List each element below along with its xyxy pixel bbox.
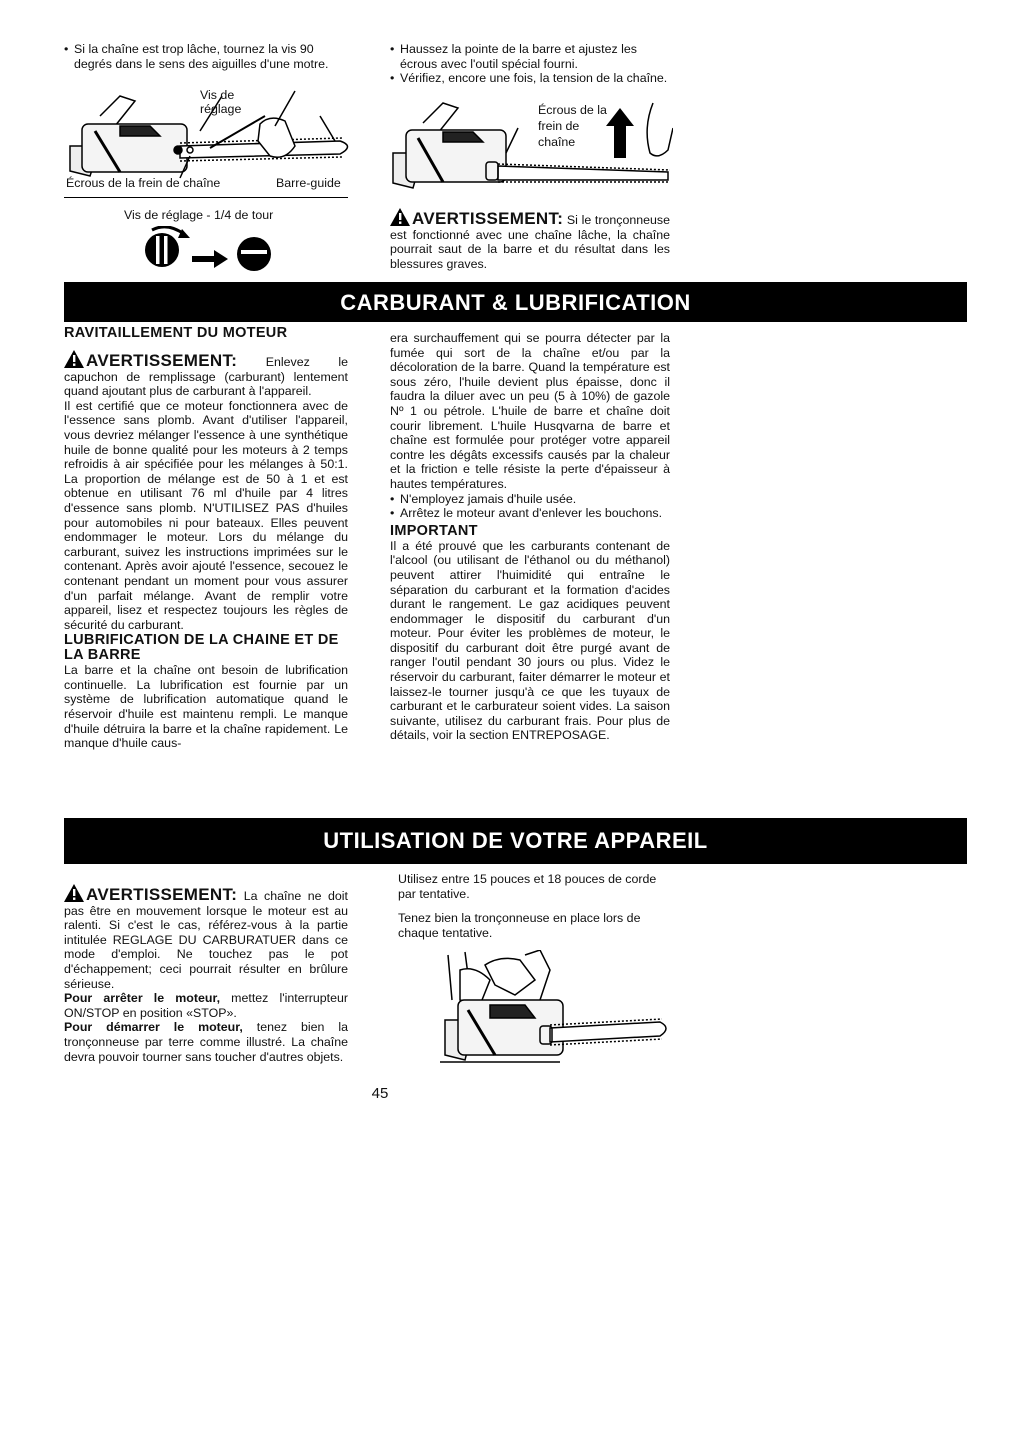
heading-ravitaillement: RAVITAILLEMENT DU MOTEUR (64, 325, 288, 341)
important-paragraph: Il a été prouvé que les carburants contenant de l'alcool (ou utilisant de l'éthanol ou du méthanol) peuvent attirer l'huimidité qui entraîne le séparation du carburant et la formation d'acides durant le rangement. Le gaz acidiques peuvent endommager le dispositif du carburant d'un moteur. Pour éviter les problèmes de moteur, le dispositif du carburant doit être purgé avant de ranger l'outil pendant 30 jours ou plus. Videz le réservoir du carburant, faiter démarrer le moteur et laissez-le tourner jusqu'à ce que les tuyaux de carburant et le carburateur soient vides. La saison suivante, utilisez du carburant frais. Pour plus de détails, voir la section ENTREPOSAGE. (390, 538, 670, 743)
list-item: • Vérifiez, encore une fois, la tension de la chaîne. (390, 71, 670, 86)
label-ecrous: Écrous de la frein de chaîne (66, 176, 221, 190)
quarter-turn-caption: Vis de réglage - 1/4 de tour (124, 208, 274, 222)
start-engine-text: tenez bien la tronçonneuse par terre comme illustré. La chaîne devra pouvoir tourner sans toucher d'autres objets. (64, 1020, 348, 1064)
stop-engine-text: mettez l'interrupteur ON/STOP en position «STOP». (64, 991, 348, 1020)
warning-label: AVERTISSEMENT: (86, 885, 238, 904)
screw-rotation-icon (142, 226, 292, 276)
label-vis-de-reglage: Vis de réglage (200, 88, 242, 116)
list-item: • Haussez la pointe de la barre et ajustez les écrous avec l'outil spécial fourni. (390, 42, 670, 71)
list-item: • N'employez jamais d'huile usée. (390, 492, 670, 507)
chainsaw-start-illustration (440, 950, 670, 1065)
rope-paragraph: Utilisez entre 15 pouces et 18 pouces de corde par tentative. (398, 872, 657, 901)
warning-text: La chaîne ne doit pas être en mouvement lorsque le moteur est au ralenti. Si c'est le cas, référez-vous à la partie intitulée REGLAGE DU CARBURATUER dans ce mode d'emploi. Ne touchez pas le pot d'échappement; ceci pourrait résulter en brûlure sérieuse. (64, 889, 348, 991)
heading-lubrification: LUBRIFICATION DE LA CHAINE ET DE LA BARRE (64, 632, 339, 664)
idle-warning (64, 884, 348, 991)
warning-label: AVERTISSEMENT: (86, 351, 238, 370)
chain-tension-warning (390, 208, 670, 271)
start-engine-label: Pour démarrer le moteur, (64, 1020, 243, 1035)
label-barre-guide: Barre-guide (276, 176, 341, 190)
top-right-instructions (390, 42, 670, 86)
lubrication-paragraph: La barre et la chaîne ont besoin de lubrification continuelle. La lubrification est fournie par un système de lubrification automatique quand le réservoir d'huile est maintenu rempli. Le manque d'huile détruira la barre et la chaîne rapidement. Le manque d'huile caus- (64, 663, 348, 751)
bar-raise-illustration (388, 98, 673, 194)
warning-text: Enlevez le capuchon de remplissage (carburant) lentement quand ajoutant plus de carburant à l'appareil. (64, 355, 348, 399)
warning-icon (390, 208, 410, 226)
list-item: • Si la chaîne est trop lâche, tournez la vis 90 degrés dans le sens des aiguilles d'une motre. (64, 42, 348, 71)
start-engine-paragraph (64, 1020, 348, 1064)
starting-illustration (440, 950, 670, 1065)
fuel-right-column (390, 331, 670, 743)
list-item: • Arrêtez le moteur avant d'enlever les bouchons. (390, 506, 670, 521)
hold-paragraph: Tenez bien la tronçonneuse en place lors de chaque tentative. (398, 911, 641, 940)
top-left-rule (64, 197, 348, 198)
fuel-mix-paragraph: Il est certifié que ce moteur fonctionnera avec de l'essence sans plomb. Avant d'utiliser l'appareil, vous devriez mélanger l'essence à une synthétique huile de bonne qualité pour les moteurs à 2 temps refroidis à air spécifiée pour les mélanges à 50:1. La proportion de mélange est de 50 à 1 et est obtenue en utilisant 76 ml d'huile par 4 litres d'essence sans plomb. N'UTILISEZ PAS d'huiles pour automobiles ni pour bateaux. Elles peuvent endommager le moteur. Lors du mélange du carburant, suivez les instructions imprimées sur le contenant. Après avoir ajouté l'essence, secouez le contenant pendant un moment pour vous assurer d'un parfait mélange. Avant de remplir votre appareil, lisez et respectez toujours les règles de sécurité du carburant. (64, 398, 348, 632)
top-left-instructions (64, 42, 348, 71)
lubrication-continued: era surchauffement qui se pourra détecter par la fumée qui sort de la chaîne et/ou par la décoloration de la barre. Quand la température est sous zéro, l'huile devient plus épaisse, donc il faudra la diluer avec un peu (5 à 10%) de gazole Nº 1 ou pétrole. L'huile de barre et chaîne doit courir librement. L'huile Husqvarna de barre et chaîne est formulée pour protéger votre appareil contre les dégâts excessifs causés par la chaleur et la friction e telle résiste la perte d'épaisseur à hautes températures. (390, 331, 670, 491)
warning-label: AVERTISSEMENT: (412, 209, 564, 228)
warning-icon (64, 350, 84, 368)
chain-adjust-illustration (60, 86, 360, 198)
fuel-warning (64, 350, 348, 399)
warning-text: Si le tronçonneuse est fonctionné avec une chaîne lâche, la chaîne pourrait saut de la barre et du résultat dans les blessures graves. (390, 213, 670, 271)
heading-important: IMPORTANT (390, 522, 478, 539)
page-number: 45 (371, 1085, 389, 1102)
fuel-left-column (64, 326, 348, 751)
use-right-column (398, 872, 664, 940)
quarter-turn-diagram (142, 226, 292, 276)
section-banner-utilisation: UTILISATION DE VOTRE APPAREIL (64, 818, 967, 864)
label-ecrous-frein: Écrous de la frein de chaîne (538, 103, 607, 149)
warning-icon (64, 884, 84, 902)
chainsaw-illustration (388, 98, 673, 194)
section-banner-carburant: CARBURANT & LUBRIFICATION (64, 282, 967, 322)
use-left-column (64, 884, 348, 1064)
stop-engine-paragraph (64, 991, 348, 1020)
stop-engine-label: Pour arrêter le moteur, (64, 991, 221, 1006)
